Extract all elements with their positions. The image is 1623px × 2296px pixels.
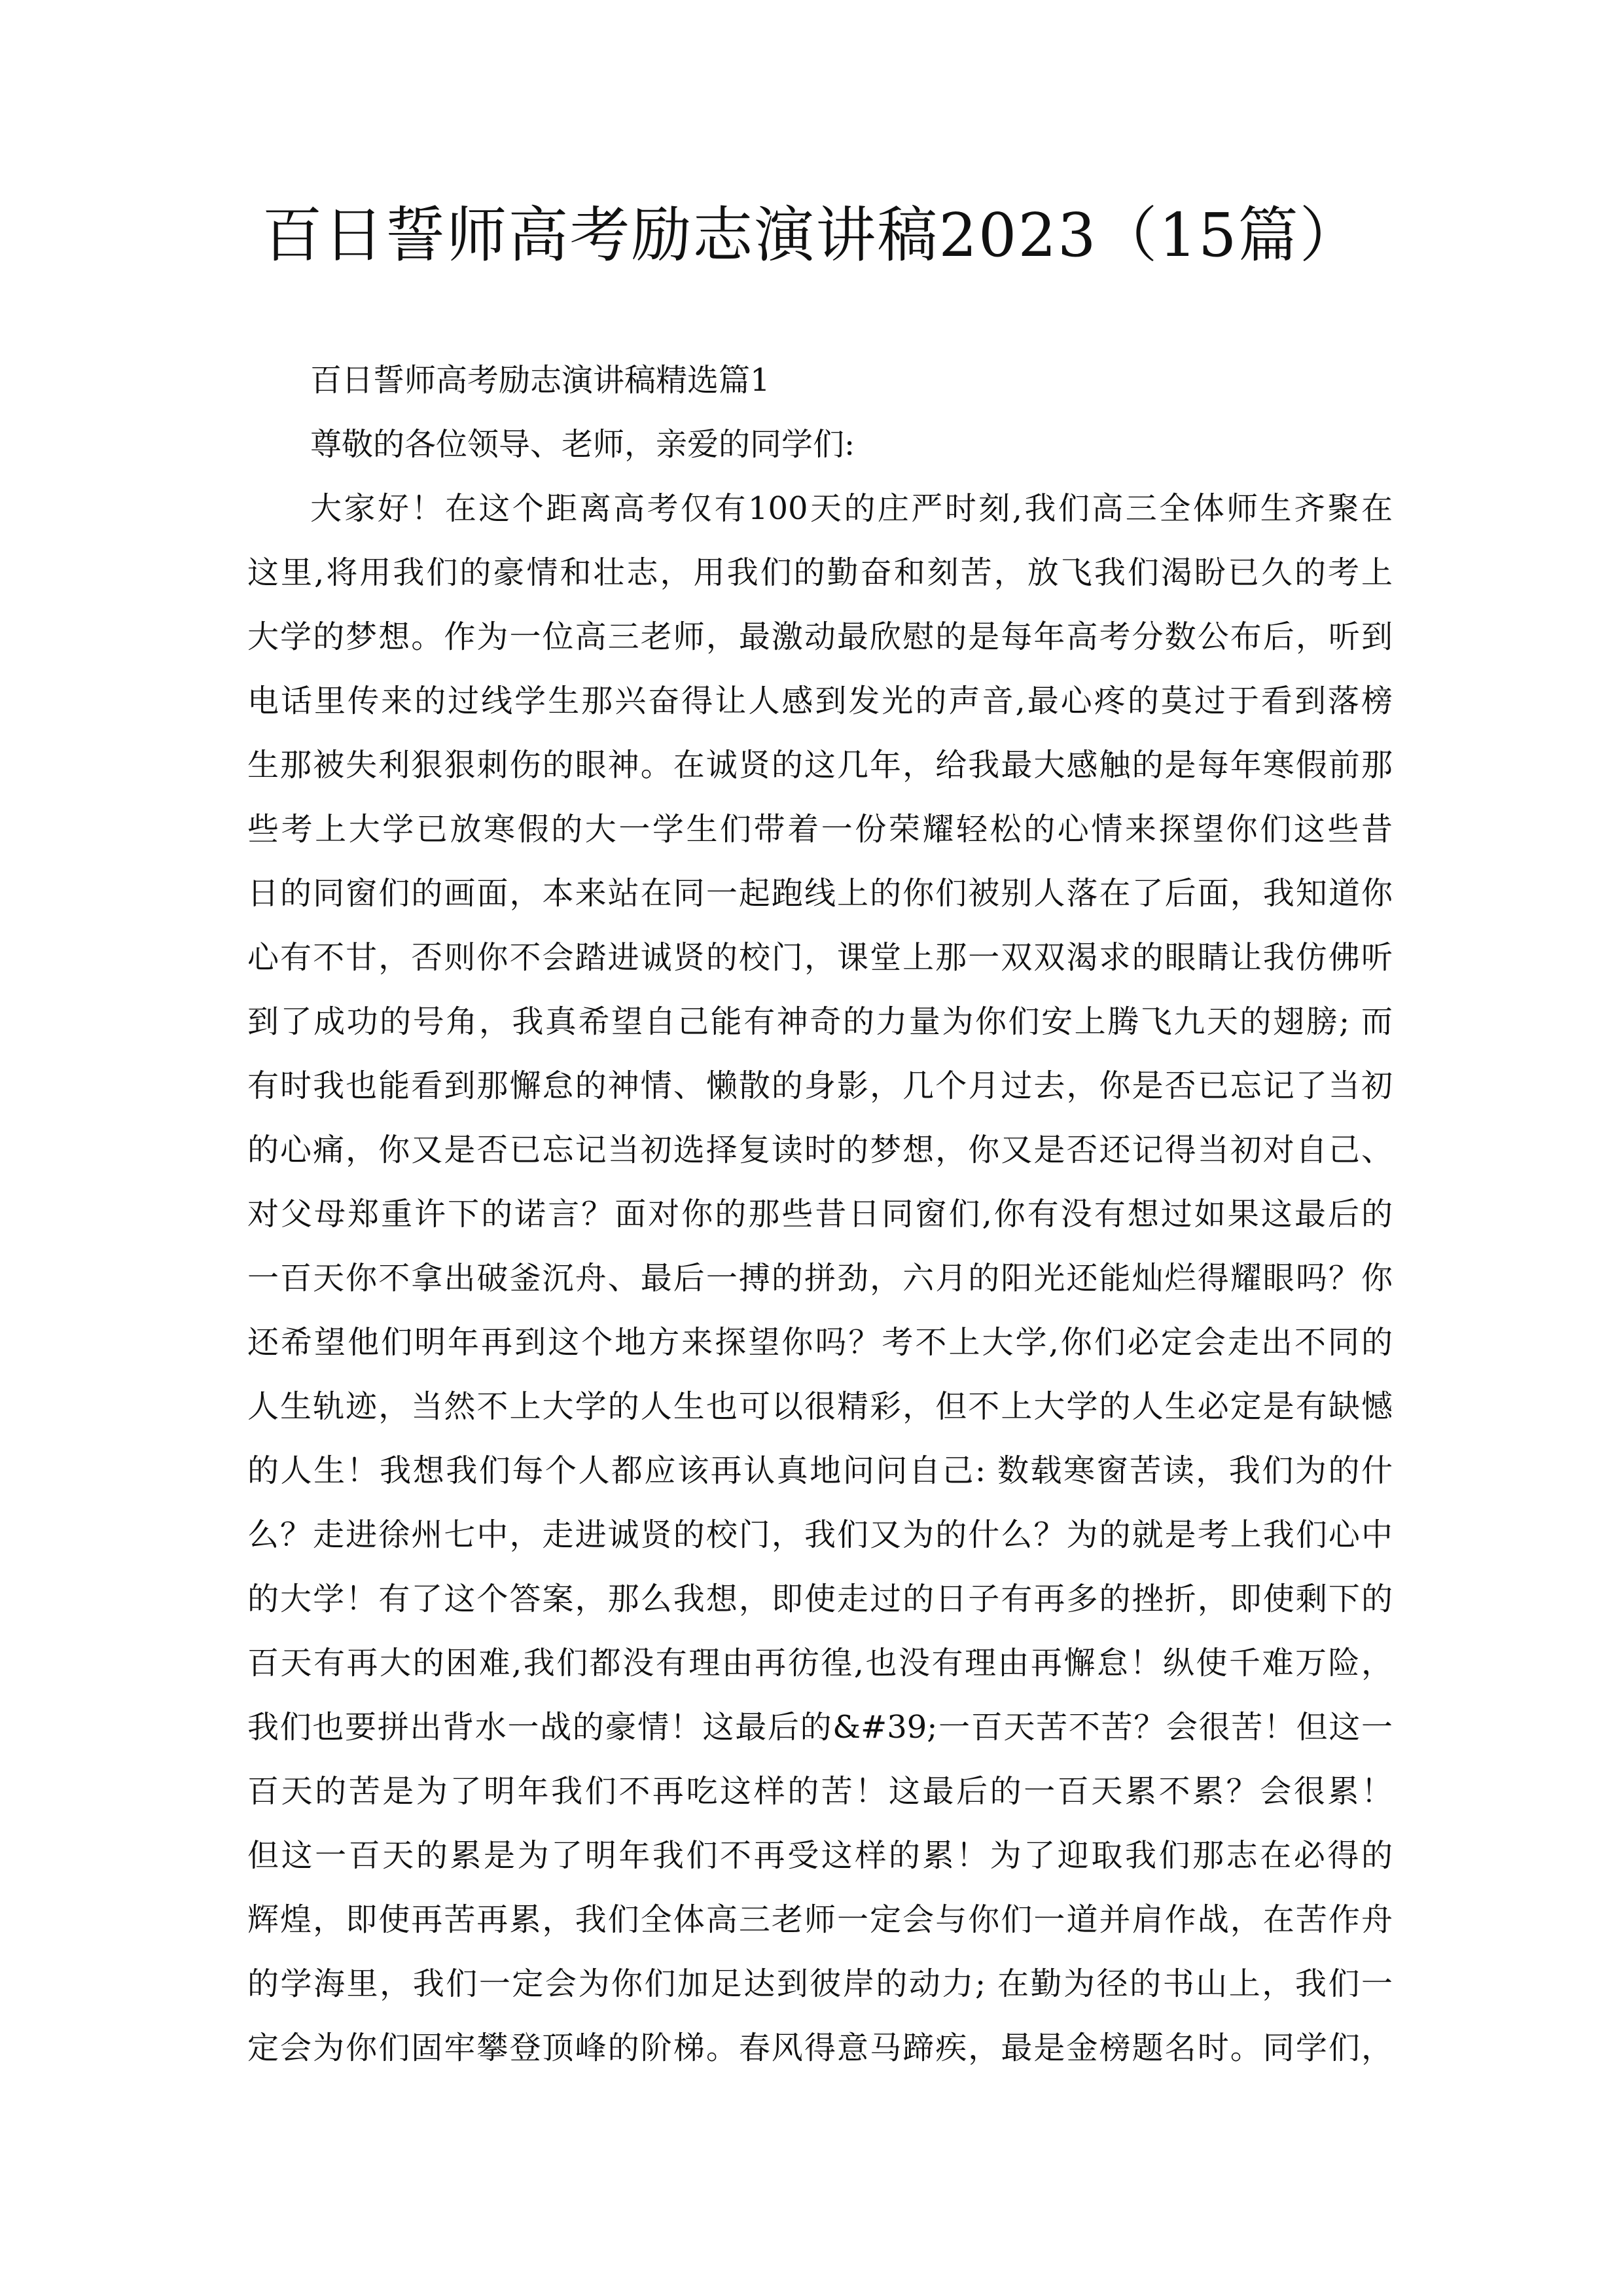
paragraph-line: 百天有再大的困难,我们都没有理由再彷徨,也没有理由再懈怠！纵使千难万险， bbox=[247, 1645, 1393, 1681]
paragraph-line: 的心痛，你又是否已忘记当初选择复读时的梦想，你又是否还记得当初对自己、 bbox=[247, 1132, 1393, 1168]
paragraph-line: 大家好！在这个距离高考仅有100天的庄严时刻,我们高三全体师生齐聚在 bbox=[310, 490, 1393, 527]
greeting: 尊敬的各位领导、老师，亲爱的同学们: bbox=[310, 426, 855, 463]
paragraph-line: 辉煌，即使再苦再累，我们全体高三老师一定会与你们一道并肩作战，在苦作舟 bbox=[247, 1901, 1393, 1938]
paragraph-line: 日的同窗们的画面，本来站在同一起跑线上的你们被别人落在了后面，我知道你 bbox=[247, 875, 1393, 912]
paragraph-line: 的人生！我想我们每个人都应该再认真地问问自己: 数载寒窗苦读，我们为的什 bbox=[247, 1452, 1393, 1489]
paragraph-line: 大学的梦想。作为一位高三老师，最激动最欣慰的是每年高考分数公布后，听到 bbox=[247, 619, 1393, 655]
paragraph-line: 生那被失利狠狠刺伤的眼神。在诚贤的这几年，给我最大感触的是每年寒假前那 bbox=[247, 747, 1393, 783]
section-heading: 百日誓师高考励志演讲稿精选篇1 bbox=[310, 362, 770, 399]
paragraph-line: 么？走进徐州七中，走进诚贤的校门，我们又为的什么？为的就是考上我们心中 bbox=[247, 1516, 1393, 1553]
paragraph-line: 心有不甘，否则你不会踏进诚贤的校门，课堂上那一双双渴求的眼睛让我仿佛听 bbox=[247, 939, 1393, 976]
paragraph-line: 但这一百天的累是为了明年我们不再受这样的累！为了迎取我们那志在必得的 bbox=[247, 1837, 1393, 1874]
paragraph-line: 定会为你们固牢攀登顶峰的阶梯。春风得意马蹄疾，最是金榜题名时。同学们， bbox=[247, 2030, 1393, 2066]
paragraph-line: 还希望他们明年再到这个地方来探望你吗？考不上大学,你们必定会走出不同的 bbox=[247, 1324, 1393, 1361]
document-title: 百日誓师高考励志演讲稿2023（15篇） bbox=[262, 200, 1361, 270]
paragraph-line: 的大学！有了这个答案，那么我想，即使走过的日子有再多的挫折，即使剩下的 bbox=[247, 1581, 1393, 1617]
paragraph-line: 的学海里，我们一定会为你们加足达到彼岸的动力; 在勤为径的书山上，我们一 bbox=[247, 1965, 1393, 2002]
paragraph-line: 人生轨迹，当然不上大学的人生也可以很精彩，但不上大学的人生必定是有缺憾 bbox=[247, 1388, 1393, 1425]
paragraph-line: 对父母郑重许下的诺言？面对你的那些昔日同窗们,你有没有想过如果这最后的 bbox=[247, 1196, 1393, 1232]
paragraph-line: 这里,将用我们的豪情和壮志，用我们的勤奋和刻苦，放飞我们渴盼已久的考上 bbox=[247, 554, 1393, 591]
document-body bbox=[247, 348, 1393, 2080]
paragraph-line: 有时我也能看到那懈怠的神情、懒散的身影，几个月过去，你是否已忘记了当初 bbox=[247, 1067, 1393, 1104]
paragraph-line: 些考上大学已放寒假的大一学生们带着一份荣耀轻松的心情来探望你们这些昔 bbox=[247, 811, 1393, 848]
paragraph-line: 百天的苦是为了明年我们不再吃这样的苦！这最后的一百天累不累？会很累！ bbox=[247, 1773, 1393, 1810]
paragraph-line: 我们也要拼出背水一战的豪情！这最后的&#39;一百天苦不苦？会很苦！但这一 bbox=[247, 1709, 1393, 1746]
paragraph-line: 到了成功的号角，我真希望自己能有神奇的力量为你们安上腾飞九天的翅膀; 而 bbox=[247, 1003, 1393, 1040]
paragraph-line: 电话里传来的过线学生那兴奋得让人感到发光的声音,最心疼的莫过于看到落榜 bbox=[247, 683, 1393, 719]
paragraph-line: 一百天你不拿出破釜沉舟、最后一搏的拼劲，六月的阳光还能灿烂得耀眼吗？你 bbox=[247, 1260, 1393, 1297]
